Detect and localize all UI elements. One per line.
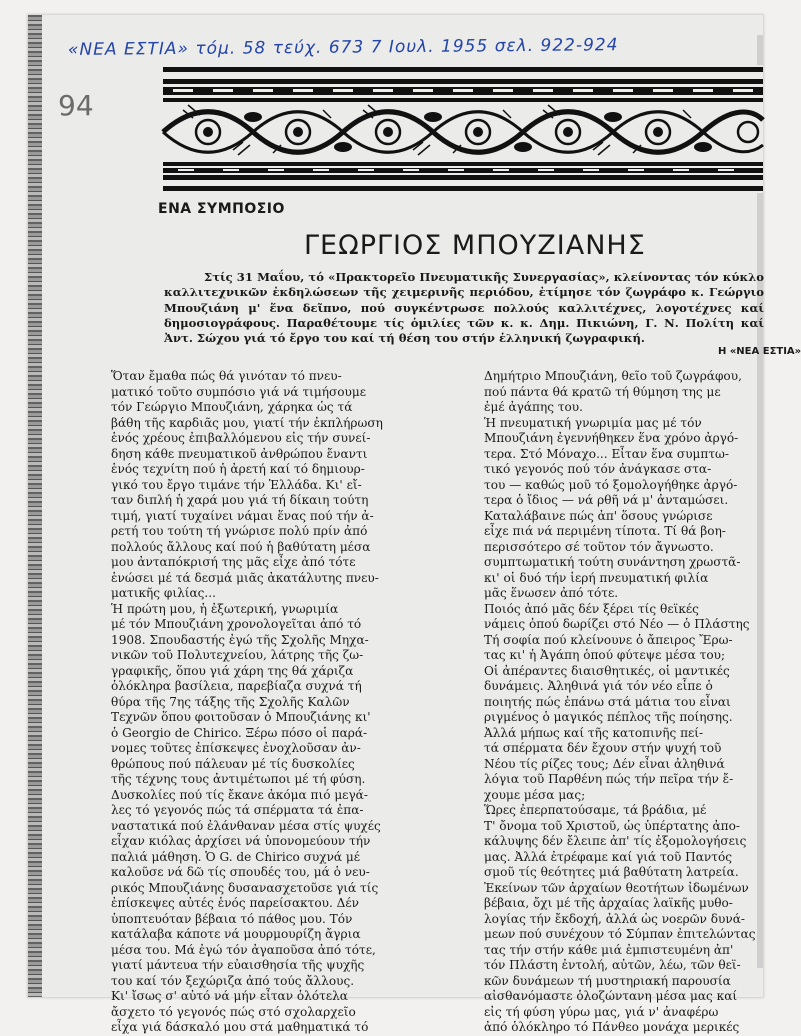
text-line: λόγια τοῦ Παρθένη πώς τήν πεῖρα τήν ἔ-	[484, 772, 734, 786]
text-line: ἄσχετο τό γεγονός πώς στό σχολαρχεῖο	[111, 1004, 356, 1019]
text-line: εἰς τή φύση γύρω μας, γιά ν' ἀναφέρω	[484, 1004, 719, 1019]
text-line: Ἡ πνευματική γνωριμία μας μέ τόν	[484, 415, 702, 430]
text-line: ἑνός τεχνίτη πού ἡ ἀρετή καί τό δημιουρ-	[111, 462, 365, 476]
text-line: Ἡ πρώτη μου, ἡ ἐξωτερική, γνωριμία	[111, 601, 339, 616]
text-line: ριγμένος ὁ μαγικός πέπλος τῆς ποίησης.	[484, 710, 733, 724]
text-line: Οἱ ἀπέραντες διαισθητικές, οἱ μαντικές	[484, 663, 730, 678]
text-line: θύρα τῆς 7ης τάξης τῆς Σχολῆς Καλῶν	[111, 694, 350, 709]
text-line: Τ' ὄνομα τοῦ Χριστοῦ, ὡς ὑπέρτατης ἀπο-	[484, 818, 740, 833]
text-line: ὁ Georgio de Chirico. Ξέρω πόσο οἱ παρά-	[111, 725, 368, 740]
text-line: γικό του ἔργο τιμάνε τήν Ἑλλάδα. Κι' εἴ-	[111, 477, 362, 492]
text-line: ματικό τοῦτο συμπόσιο γιά νά τιμήσουμε	[111, 384, 366, 399]
text-line: λες τό γεγονός πώς τά σπέρματα τά ἐπα-	[111, 803, 364, 817]
text-line: Νέου τίς ρίζες τους; Δέν εἶναι ἀληθινά	[484, 756, 725, 771]
text-line: του — καθώς μοῦ τό ξομολογήθηκε ἀργό-	[484, 477, 738, 492]
text-line: Ὥρες ἐπερπατούσαμε, τά βράδια, μέ	[484, 803, 707, 817]
text-line: μέ τόν Μπουζιάνη χρονολογεῖται ἀπό τό	[111, 617, 362, 631]
text-line: εἶχα γιά δάσκαλό μου στά μαθηματικά τό	[111, 1020, 369, 1034]
intro-paragraph	[164, 270, 764, 346]
text-line: 1908. Σπουδαστής ἐγώ τῆς Σχολῆς Μηχα-	[111, 632, 369, 647]
text-line: κάλυψης δέν ἔλειπε ἀπ' τίς ἐξομολογήσεις	[484, 834, 747, 848]
text-line: καλοῦσε νά δῶ τίς σπουδές του, μά ὁ νευ-	[111, 865, 370, 879]
text-line: εἶχε πιά νά περιμένη τίποτα. Τί θά βοη-	[484, 524, 726, 538]
text-line: μέσα του. Μά ἐγώ τόν ἀγαποῦσα ἀπό τότε,	[111, 942, 376, 957]
text-line: Ἐκείνων τῶν ἀρχαίων θεοτήτων ἰδωμένων	[484, 880, 749, 895]
text-line: Κι' ἴσως σ' αὐτό νά μήν εἶταν ὁλότελα	[111, 989, 348, 1003]
text-line: τόν Γεώργιο Μπουζιάνη, χάρηκα ὡς τά	[111, 400, 353, 414]
text-line: ἑνός χρέους ἐπιβαλλόμενου εἰς τήν συνεί-	[111, 431, 371, 445]
text-line: Τεχνῶν ὅπου φοιτοῦσαν ὁ Μπουζιάνης κι'	[111, 710, 371, 724]
section-label: ΕΝΑ ΣΥΜΠΟΣΙΟ	[158, 201, 285, 217]
clipping-page	[27, 14, 801, 1034]
text-line: Ὅταν ἔμαθα πώς θά γινόταν τό πνευ-	[111, 369, 342, 383]
text-line: τόν Πλάστη ἐντολή, αὐτῶν, λέω, τῶν θεϊ-	[484, 958, 741, 972]
text-line: κῶν δυνάμεων τή μυστηριακή παρουσία	[484, 973, 731, 988]
text-line: τῆς τέχνης τους ἀντιμέτωποι μέ τή φύση.	[111, 772, 366, 786]
text-line: Μπουζιάνη ἐγεννήθηκεν ἕνα χρόνο ἀργό-	[484, 431, 739, 445]
text-line: τερα. Στό Μόναχο... Εἶταν ἕνα συμπτω-	[484, 446, 729, 461]
text-line: βέβαια, ὄχι μέ τῆς ἀρχαίας λαϊκῆς μυθο-	[484, 896, 733, 910]
text-line: ρετή του τούτη τή γνώρισε πολύ πρίν ἀπό	[111, 524, 368, 538]
left-column	[111, 369, 475, 1036]
text-line: ἐπίσκεψες αὐτές ἑνός παρείσακτου. Δέν	[111, 896, 360, 910]
text-line: ματικῆς φιλίας...	[111, 586, 216, 600]
text-line: νάμεις ὁπού δωρίζει στό Νέο — ὁ Πλάστης	[484, 617, 750, 631]
text-line: Ποιός ἀπό μᾶς δέν ξέρει τίς θεϊκές	[484, 601, 699, 616]
text-line: ὁλόκληρα βασίλεια, παρεβίαζα συχνά τή	[111, 679, 362, 693]
text-line: ποιητής πώς ἐπάνω στά μάτια του εἶναι	[484, 694, 731, 709]
text-line: παλιά μάθηση. Ὁ G. de Chirico συχνά μέ	[111, 849, 361, 864]
text-line: πού πάντα θά κρατῶ τή θύμηση της με	[484, 384, 721, 399]
ornament-band	[163, 65, 763, 193]
text-line: συμπτωματική τούτη συνάντηση χρωστᾶ-	[484, 555, 741, 569]
text-line: τά σπέρματα δέν ἔχουν στήν ψυχή τοῦ	[484, 741, 722, 755]
text-line: κι' οἱ δυό τήν ἱερή πνευματική φιλία	[484, 570, 709, 585]
text-line: ἑνώσει μέ τά δεσμά μιᾶς ἀκατάλυτης πνευ-	[111, 570, 379, 585]
text-line: ναστατικά πού ἐλάνθαναν μέσα στίς ψυχές	[111, 818, 381, 833]
text-line: τας τήν στήν κάθε μιά ἐμπιστευμένη ἀπ'	[484, 942, 734, 957]
scan-edge-left	[28, 15, 42, 997]
text-line: μεων πού συνέχουν τό Σύμπαν ἐπιτελώντας	[484, 927, 756, 941]
text-line: ρικός Μπουζιάνης δυσανασχετοῦσε γιά τίς	[111, 880, 379, 895]
text-line: δηση κάθε πνευματικοῦ ἀνθρώπου ἔναντι	[111, 446, 368, 461]
text-line: του καί τόν ξεχώριζα ἀπό τούς ἄλλους.	[111, 973, 355, 988]
text-line: κατάλαβα κάποτε νά μουρμουρίζη ἄγρια	[111, 927, 361, 941]
intro-signature: Η «ΝΕΑ ΕΣΤΙΑ»	[718, 346, 801, 357]
text-line: μᾶς ἕνωσεν ἀπό τότε.	[484, 586, 619, 600]
text-line: αἰσθανόμαστε ὁλοζώντανη μέσα μας καί	[484, 989, 738, 1003]
text-line: βάθη τῆς καρδιᾶς μου, γιατί τήν ἐκπλήρωση	[111, 415, 383, 430]
text-line: μας. Ἀλλά ἐτρέφαμε καί γιά τοῦ Παντός	[484, 849, 732, 864]
text-line: μου ἀνταπόκρισή της μᾶς εἶχε ἀπό τότε	[111, 555, 356, 569]
text-line: λογίας τήν ἔκδοχή, ἀλλά ὡς νοερῶν δυνά-	[484, 911, 745, 926]
article-title: ΓΕΩΡΓΙΟΣ ΜΠΟΥΖΙΑΝΗΣ	[304, 230, 646, 261]
text-line: Τή σοφία πού κλείνουνε ὁ ἄπειρος Ἔρω-	[484, 632, 733, 647]
right-column	[484, 369, 760, 1036]
text-line: Ἀλλά μήπως καί τῆς κατοπινῆς πεί-	[484, 725, 704, 740]
text-line: δυνάμεις. Ἀληθινά γιά τόν νέο εἶπε ὁ	[484, 679, 713, 693]
text-line: νικῶν τοῦ Πολυτεχνείου, λάτρης τῆς ζω-	[111, 648, 364, 662]
text-line: περισσότερο σέ τοῦτον τόν ἄγνωστο.	[484, 539, 714, 554]
text-line: νομες τοῦτες ἐπίσκεψες ἐνοχλοῦσαν ἀν-	[111, 741, 361, 755]
text-line: Δημήτριο Μπουζιάνη, θεῖο τοῦ ζωγράφου,	[484, 369, 742, 383]
text-line: γραφικῆς, ὅπου γιά χάρη της θά χάριζα	[111, 663, 354, 678]
text-line: Καταλάβαινε πώς ἀπ' ὅσους γνώρισε	[484, 508, 713, 523]
text-line: χουμε μέσα μας;	[484, 787, 586, 802]
handwritten-note: «ΝΕΑ ΕΣΤΙΑ» τόμ. 58 τεύχ. 673 7 Ιουλ. 1955 σελ. 922-924	[67, 35, 619, 61]
text-line: σμοῦ τίς θεότητες μιά βαθύτατη λατρεία.	[484, 865, 739, 879]
text-line: εἶχαν κιόλας ἀρχίσει νά ὑπονομεύουν τήν	[111, 834, 371, 848]
text-line: τικό γεγονός πού τόν ἀνάγκασε στα-	[484, 462, 712, 476]
intro-text: Στίς 31 Μαΐου, τό «Πρακτορεῖο Πνευματικῆς Συνεργασίας», κλείνοντας τόν κύκλο καλλιτεχνικῶν ἐκδηλώσεων τῆς χειμερινῆς περιόδου, ἐτίμησε τόν ζωγράφο κ. Γεώργιο Μπουζιάνη μ' ἕνα δεῖπνο, πού συγκέντρωσε πολλούς καλλιτέχνες, λογοτέχνες καί δημοσιογράφους. Παραθέτουμε τίς ὁμιλίες τῶν κ. κ. Δημ. Πικιώνη, Γ. Ν. Πολίτη καί Ἀντ. Σώχου γιά τό ἔργο του καί τή θέση του στήν ἑλληνική ζωγραφική.	[164, 270, 764, 346]
text-line: ἀπό ὁλόκληρο τό Πάνθεο μονάχα μερικές	[484, 1020, 740, 1034]
text-line: θρώπους πού πάλευαν μέ τίς δυσκολίες	[111, 756, 355, 771]
text-line: τιμή, γιατί τυχαίνει νάμαι ἕνας πού τήν ἀ-	[111, 508, 374, 523]
text-line: γιατί μάντευα τήν εὐαισθησία τῆς ψυχῆς	[111, 958, 365, 972]
text-line: ἐμέ ἀγάπης του.	[484, 400, 583, 414]
text-line: ταν διπλή ἡ χαρά μου γιά τή δίκαιη τούτη	[111, 493, 369, 507]
text-line: πολλούς ἄλλους καί πού ἡ βαθύτατη μέσα	[111, 539, 371, 554]
text-line: τας κι' ἡ Ἀγάπη ὁπού φύτεψε μέσα του;	[484, 648, 726, 662]
text-line: Δυσκολίες πού τίς ἔκανε ἀκόμα πιό μεγά-	[111, 787, 368, 802]
text-line: ὑποπτευόταν βέβαια τό πάθος μου. Τόν	[111, 911, 353, 926]
text-line: τερα ὁ ἴδιος — νά ρθῆ νά μ' ἀνταμώσει.	[484, 493, 729, 507]
page-number: 94	[58, 89, 94, 122]
